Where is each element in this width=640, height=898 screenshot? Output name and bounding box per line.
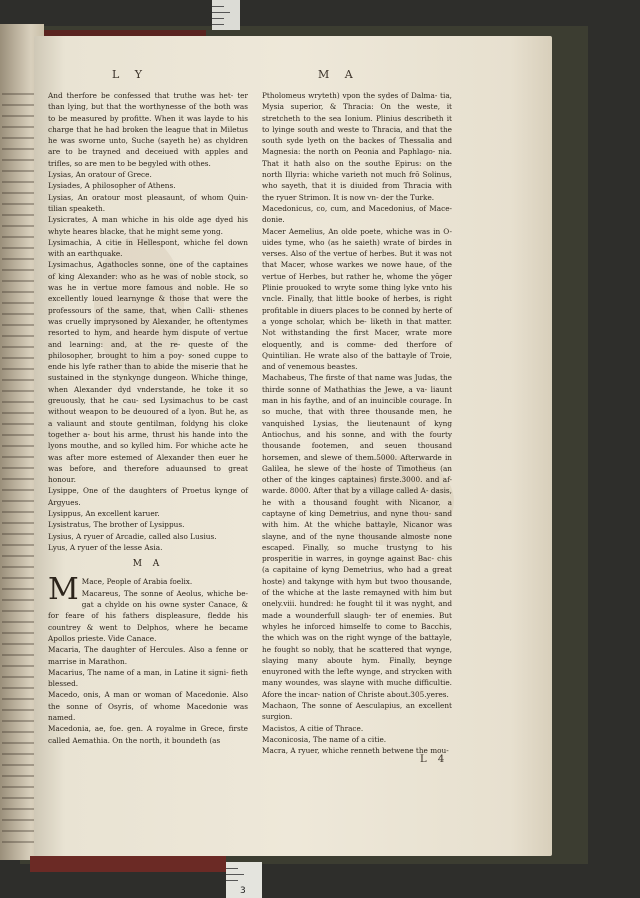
running-header-left: L Y	[112, 68, 149, 81]
dictionary-entry: Lysippe, One of the daughters of Proetus kynge of Argyues.	[48, 486, 248, 507]
dictionary-entry: Lysimachia, A citie in Hellespont, whiche fel down with an earthquake.	[48, 237, 248, 259]
dictionary-entry: Macistos, A citie of Thrace.	[262, 723, 364, 733]
dictionary-entry: Macaria, The daughter of Hercules. Also a fenne or marrise in Marathon.	[48, 645, 248, 666]
dictionary-entry: Maconicosia, The name of a citie.	[262, 734, 387, 744]
binding-strip-bottom	[30, 856, 226, 872]
ruler-bottom	[226, 862, 262, 898]
dictionary-entry: Machaon, The sonne of Aesculapius, an excellent surgion.	[262, 701, 452, 722]
running-header-right: M A	[318, 68, 359, 81]
dictionary-entry: Ptholomeus wryteth) vpon the sydes of Dalma- tia, Mysia superior, & Thracia: On the weste, it stretcheth to the sea Ionium. Plinius describeth it to lyinge south and weste to Thracia, and that the south syde lyeth on the backes of Thessalia and Magnesia: the north on Peonia and Paphlago- nia. That it hath also on the southe Epirus: on the north Illyria: whiche varieth not much frō Solinus, who sayeth, that it is diuided from Thracia with the ryuer Strimon. It is now vn- der the Turke.	[262, 91, 452, 202]
dictionary-entry: Lysias, An oratour most pleasaunt, of whom Quin- tilian speaketh.	[48, 192, 248, 213]
dictionary-entry: Macarius, The name of a man, in Latine it signi- fieth blessed.	[48, 667, 248, 689]
dictionary-entry: Lysicrates, A man whiche in his olde age dyed his whyte heares blacke, that he might seme yong.	[48, 215, 248, 236]
dictionary-entry: Lysippus, An excellent karuer.	[48, 508, 160, 518]
dictionary-entry: Macedonicus, co, cum, and Macedonius, of Mace- donie.	[262, 203, 452, 225]
ruler-number: 3	[240, 886, 246, 896]
dictionary-entry: Macedo, onis, A man or woman of Macedonie. Also the sonne of Osyris, of whome Macedonie was named.	[48, 690, 248, 723]
dictionary-entry: Lysius, A ryuer of Arcadie, called also Lusius.	[48, 531, 217, 541]
section-heading: M A	[132, 559, 164, 570]
drop-cap: M	[48, 572, 79, 608]
dictionary-entry: Lysiades, A philosopher of Athens.	[48, 181, 176, 191]
entry-text: Mace, People of Arabia foelix.	[81, 577, 193, 587]
dictionary-entry: Machabeus, The firste of that name was Judas, the thirde sonne of Mathathias the Jewe, a va- liaunt man in his faythe, and of an inuincible courage. In so muche, that with three thousande men, he vanquished Lysias, the lieutenaunt of kyng Antiochus, and his sonne, and with the fourty thousande footemen, and seuen thousand horsemen, and slewe of them.5000. Afterwarde in Galilea, he slewe of the hoste of Timotheus (an other of the kinges captaines) firste.3000. and af- warde. 8000. After that by a village called A- dasis, he with a thousand fought with Nicanor, a captayne of king Demetrius, and nyne thou- sand with him. At the whiche battayle, Nicanor was slayne, and of the nyne thousande almoste none escaped. Finally, so muche trustyng to his prosperitie in warres, in goynge against Bac- chis (a capitaine of kyng Demetrius, who had a great hoste) and takynge with hym but twoo thousande, of the whiche at the laste remayned with him but onely.viii. hundred: he fought til it was nyght, and made a wounderfull slaugh- ter of enemies. But whyles he inforced himselfe to come to Bacchis, the which was on the right wynge of the battayle, he fought so nobly, that he scattered that wynge, slaying many aboute hym. Finally, beynge enuyroned with the lefte wynge, and strycken with many woundes, was slayne with muche difficultie. Afore the incar- nation of Christe about.305.yeres.	[262, 373, 452, 699]
dictionary-entry: Lysistratus, The brother of Lysippus.	[48, 520, 185, 530]
dictionary-entry: Lyus, A ryuer of the lesse Asia.	[48, 542, 163, 552]
dictionary-entry: Macareus, The sonne of Aeolus, whiche be- gat a chylde on his owne syster Canace, & for feare of his fathers displeasure, fledde his countrey & went to Delphos, where he became Apollos prieste. Vide Canace.	[48, 588, 248, 643]
dictionary-entry: Macra, A ryuer, whiche renneth betwene the mou-	[262, 746, 449, 756]
left-column	[48, 90, 248, 746]
signature-mark: L 4	[420, 754, 449, 765]
dictionary-entry: And therfore be confessed that truthe was het- ter than lying, but that the worthynesse of the both was to be measured by profitte. When it was layde to his charge that he had broken the league that in Miletus he was sworne unto, Suche (sayeth he) as chyldren are to be trayned and deceiued with apples and trifles, so are men to be begyled with othes.	[48, 91, 248, 168]
ruler-top	[212, 0, 240, 30]
dictionary-entry	[48, 572, 248, 608]
dictionary-entry: Macedonia, ae, foe. gen. A royalme in Grece, firste called Aemathia. On the north, it boundeth (as	[48, 724, 248, 745]
previous-page-text	[2, 84, 38, 844]
right-column	[262, 90, 452, 757]
dictionary-entry: Lysimachus, Agathocles sonne, one of the captaines of king Alexander: who as he was of noble stock, so was he in vertue more famous and noble. He so excellently loued learnynge & those that were the professours of the same, that, when Calli- sthenes was cruelly imprysoned by Alexander, he oftentymes resorted to hym, and hearde hym dispute of vertue and learning: and, at the re- queste of the philosopher, brought to him a poy- soned cuppe to ende his lyfe rather than to abide the miserie that he sustained in the stynkynge dungeon. Whiche thinge, when Alexander dyd vnderstande, he toke it so greuously, that he cau- sed Lysimachus to be cast without weapon to be deuoured of a lyon. But he, as a valiaunt and stoute gentilman, foldyng his cloke together a- bout his arme, thrust his hande into the lyons mouthe, and so kylled him. For whiche acte he was after more estemed of Alexander then euer he was before, and therefore aduaunsed to great honour.	[48, 260, 248, 485]
dictionary-entry: Lysias, An oratour of Grece.	[48, 170, 152, 180]
dictionary-entry: Macer Aemelius, An olde poete, whiche was in O- uides tyme, who (as he saieth) wrate of birdes in verses. Also of the vertue of herbes. But it was not that Macer, whose warkes we nowe haue, of the vertue of Herbes, but rather he, whome the yōger Plinie prouoked to wryte some thing lyke vnto his vncle. Finally, that little booke of herbes, is right profitable in diuers places to be conned by herte of a yonge scholar, which be- liketh in that matter. Not withstanding the first Macer, wrate more eloquently, and is comme- ded therfore of Quintilian. He wrate also of the battayle of Troie, and of venemous beastes.	[262, 226, 452, 372]
